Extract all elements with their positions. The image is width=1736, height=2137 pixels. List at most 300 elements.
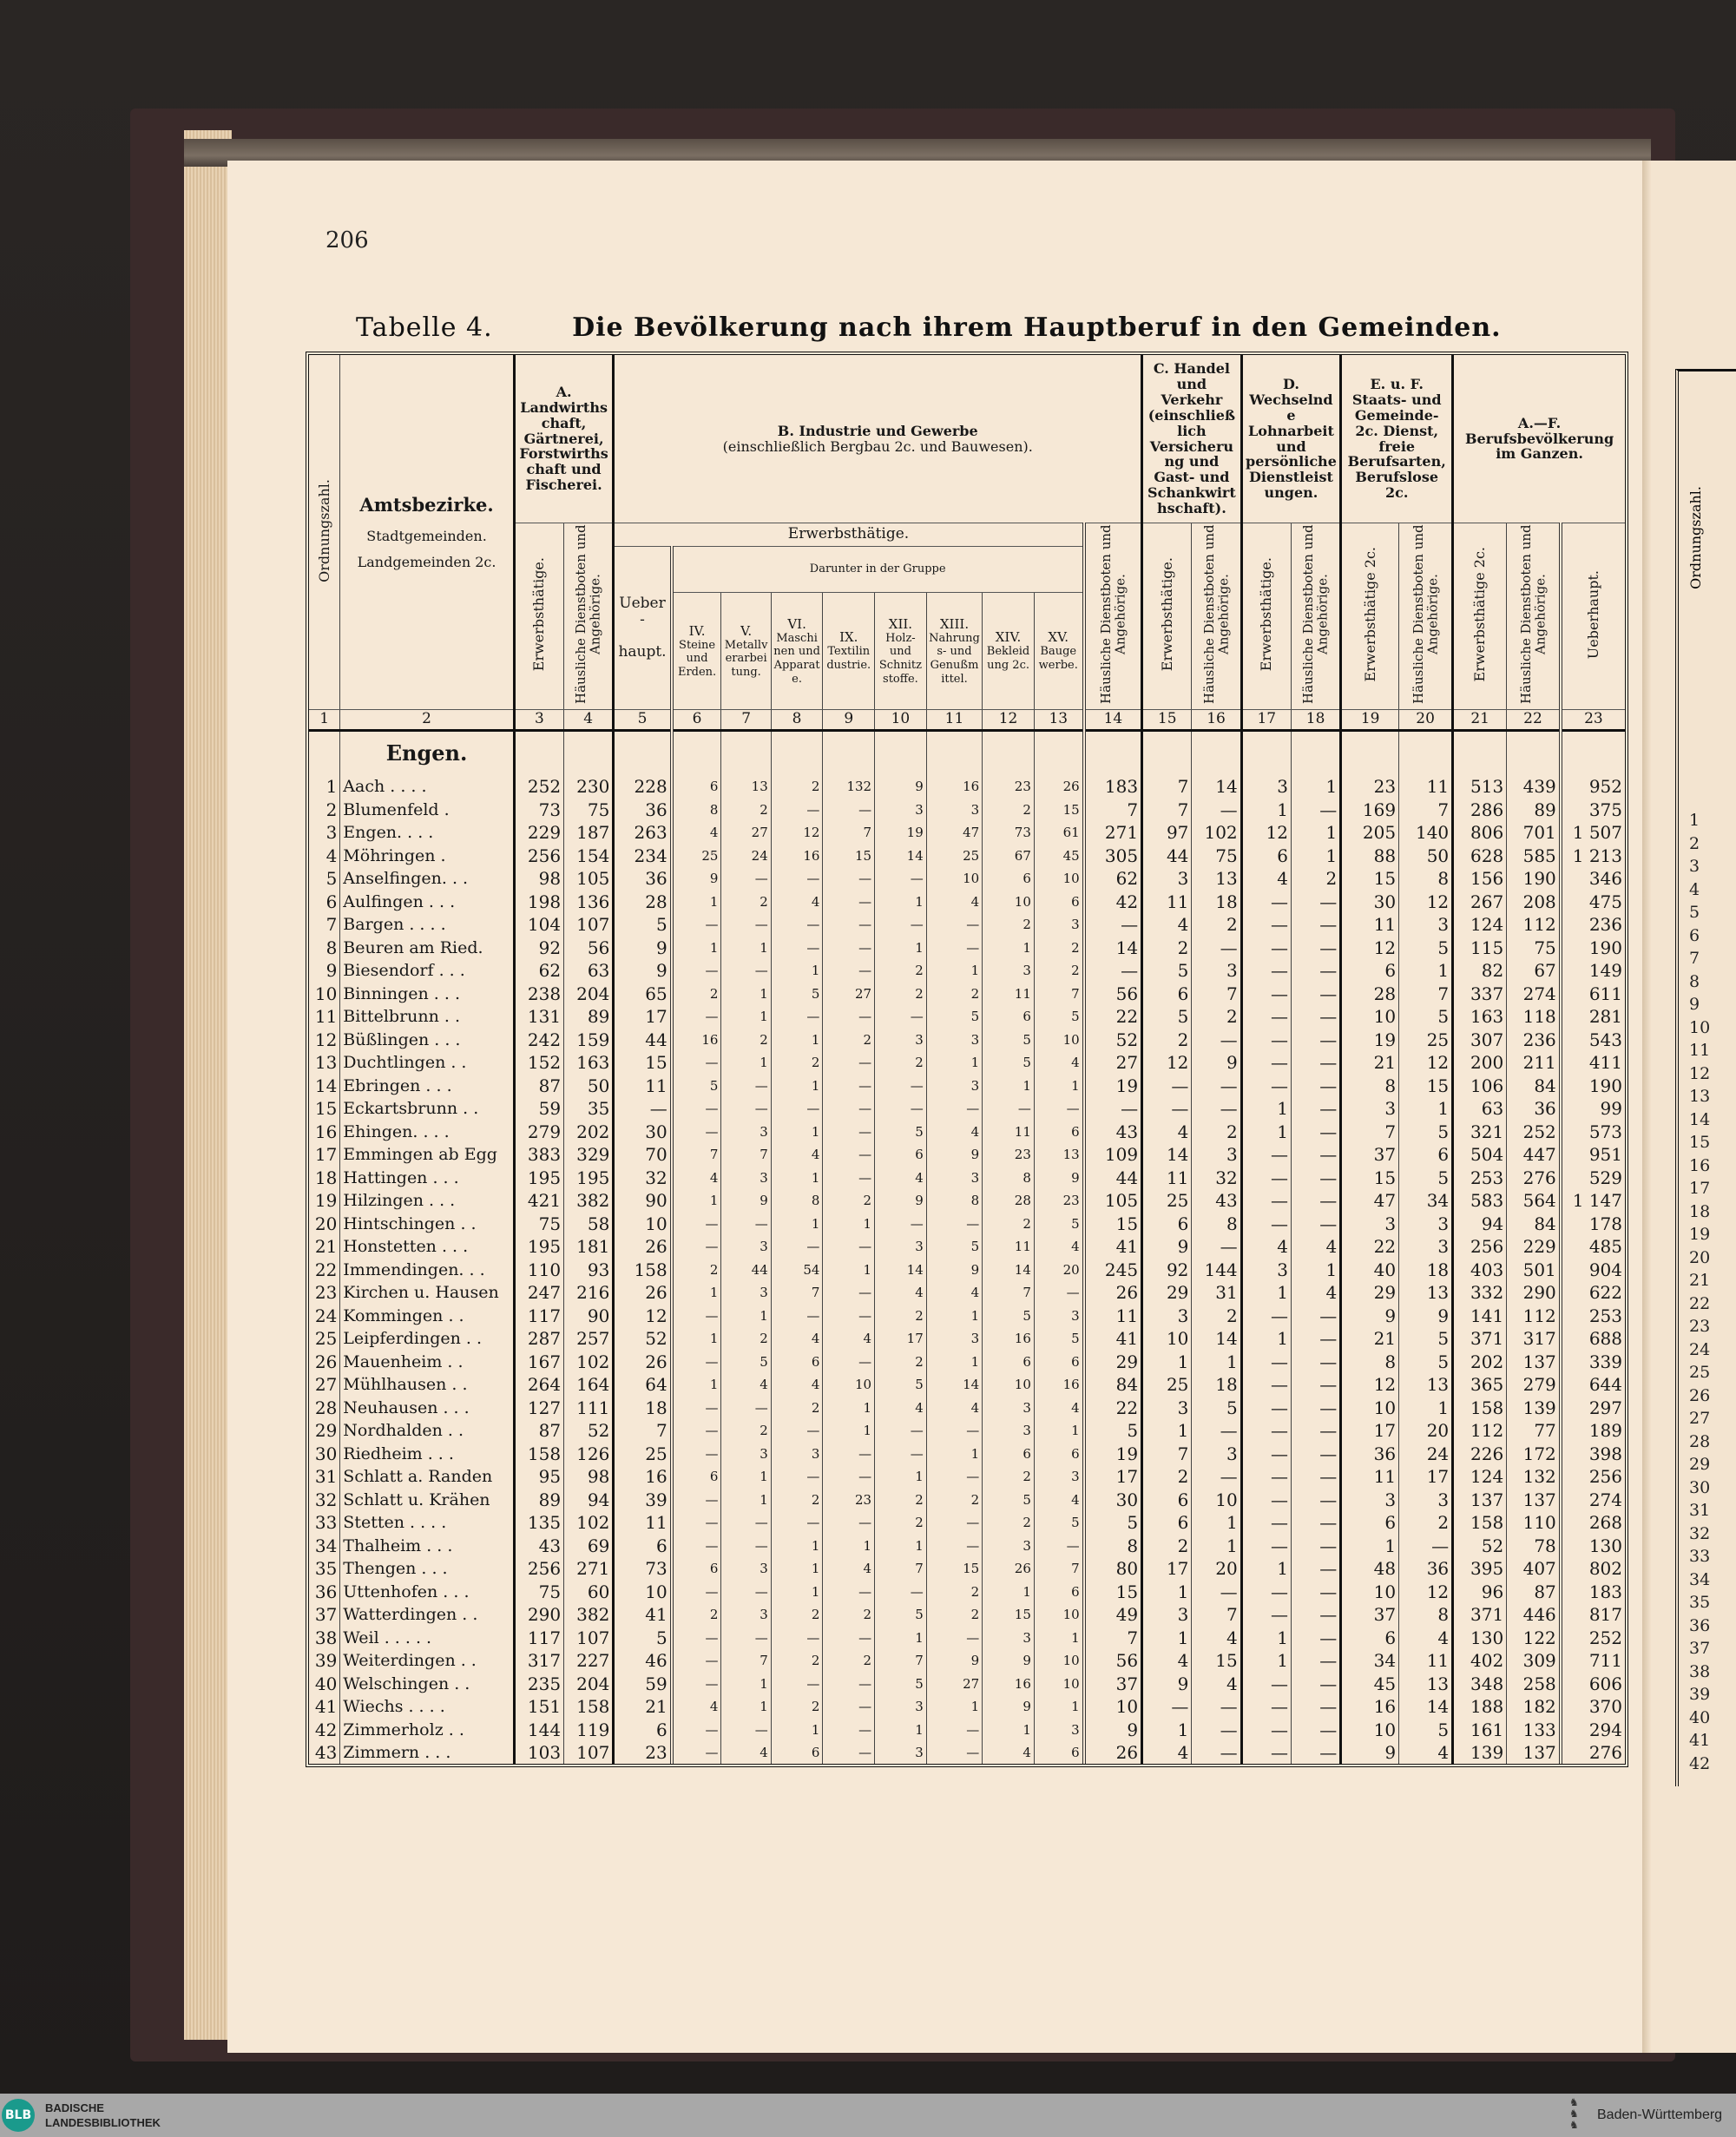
cell-value: 84 (1084, 1373, 1142, 1397)
cell-value: 27 (926, 1672, 982, 1695)
cell-value: 268 (1561, 1511, 1625, 1535)
cell-value: 10 (1192, 1488, 1241, 1511)
cell-value: 236 (1561, 913, 1625, 937)
table-row (309, 1143, 1625, 1167)
next-page-row-number: 24 (1689, 1339, 1711, 1359)
cell-value: — (672, 1442, 721, 1465)
cell-value: 9 (1341, 1304, 1399, 1327)
municipality-name: Hilzingen . . . (340, 1189, 515, 1213)
next-page-row-number: 10 (1689, 1017, 1711, 1037)
cell-value: — (1241, 1580, 1291, 1603)
column-number: 21 (1453, 709, 1507, 730)
municipality-name: Bargen . . . . (340, 913, 515, 937)
cell-value: 711 (1561, 1649, 1625, 1673)
cell-value: 164 (564, 1373, 614, 1397)
cell-value: 3 (875, 798, 927, 821)
cell-value: 141 (1453, 1304, 1507, 1327)
cell-value: 3 (1192, 1442, 1241, 1465)
cell-value: 23 (823, 1488, 875, 1511)
header-ef-dienstboten: Häusliche Dienstboten und Angehörige. (1399, 523, 1453, 710)
cell-value: 10 (1034, 1028, 1083, 1051)
cell-value: — (1192, 798, 1241, 821)
cell-value: — (1241, 1396, 1291, 1419)
municipality-name: Büßlingen . . . (340, 1028, 515, 1051)
cell-value: 1 (771, 1557, 823, 1581)
column-number: 8 (771, 709, 823, 730)
cell-value: 14 (1084, 936, 1142, 959)
cell-value: 5 (1192, 1396, 1241, 1419)
cell-value: 16 (1341, 1695, 1399, 1719)
cell-value: — (1291, 1327, 1340, 1351)
cell-value: 23 (614, 1741, 672, 1765)
row-number: 5 (326, 868, 338, 890)
cell-value: 93 (564, 1258, 614, 1281)
next-page-row-number: 36 (1689, 1615, 1711, 1635)
cell-value: 75 (564, 798, 614, 821)
cell-value: 36 (1399, 1557, 1453, 1581)
cell-value: 10 (983, 890, 1035, 913)
cell-value: 25 (1142, 1373, 1192, 1397)
cell-value: 26 (1084, 1281, 1142, 1305)
next-page-row-number: 38 (1689, 1661, 1711, 1681)
cell-value: 5 (614, 1626, 672, 1649)
cell-value: 1 (771, 1718, 823, 1741)
cell-value: 4 (1034, 1235, 1083, 1259)
next-page-row-number: 28 (1689, 1431, 1711, 1451)
cell-value: 4 (1241, 867, 1291, 891)
cell-value: 47 (1341, 1189, 1399, 1213)
cell-value: 163 (1453, 1005, 1507, 1029)
cell-value: 1 (1241, 1626, 1291, 1649)
header-group-b-title: B. Industrie und Gewerbe (777, 422, 978, 439)
header-group-xiii: XIII. Nahrungs- und Genußmittel. (926, 592, 982, 709)
cell-value: — (1241, 1189, 1291, 1213)
cell-value: 158 (614, 1258, 672, 1281)
cell-value: 151 (514, 1695, 563, 1719)
cell-value: — (771, 867, 823, 891)
cell-value: 98 (514, 867, 563, 891)
cell-value: 15 (1084, 1212, 1142, 1235)
cell-value: 183 (1561, 1580, 1625, 1603)
cell-value: 407 (1507, 1557, 1561, 1581)
cell-value: — (823, 1442, 875, 1465)
cell-value: 37 (1341, 1603, 1399, 1627)
cell-value: 14 (1142, 1143, 1192, 1167)
cell-value: 44 (721, 1258, 771, 1281)
column-number: 23 (1561, 709, 1625, 730)
cell-value: 6 (1034, 890, 1083, 913)
cell-value: — (1192, 1419, 1241, 1443)
municipality-name: Mühlhausen . . (340, 1373, 515, 1397)
header-darunter: Darunter in der Gruppe (672, 547, 1084, 593)
cell-value: 44 (1084, 1166, 1142, 1189)
cell-value: 43 (1192, 1189, 1241, 1213)
row-number: 8 (326, 937, 338, 958)
cell-value: — (1291, 1419, 1340, 1443)
cell-value: 22 (1084, 1396, 1142, 1419)
row-number: 32 (314, 1489, 338, 1510)
cell-value: 14 (983, 1258, 1035, 1281)
column-number: 11 (926, 709, 982, 730)
cell-value: 133 (1507, 1718, 1561, 1741)
cell-value: 7 (1084, 1626, 1142, 1649)
cell-value: 4 (771, 1327, 823, 1351)
cell-value: — (1241, 890, 1291, 913)
cell-value: 1 (672, 1281, 721, 1305)
cell-value: 297 (1561, 1396, 1625, 1419)
cell-value: 4 (823, 1327, 875, 1351)
cell-value: 3 (926, 1166, 982, 1189)
cell-value: 242 (514, 1028, 563, 1051)
cell-value: 6 (1341, 1511, 1399, 1535)
cell-value: 9 (1192, 1051, 1241, 1075)
cell-value: 4 (672, 821, 721, 845)
cell-value: 9 (983, 1649, 1035, 1673)
header-a-erwerbsthaetige: Erwerbsthätige. (514, 523, 563, 710)
cell-value: — (1291, 1465, 1340, 1489)
cell-value: — (1192, 1028, 1241, 1051)
cell-value: 1 (823, 1396, 875, 1419)
cell-value: 28 (1341, 982, 1399, 1005)
cell-value: 256 (1453, 1235, 1507, 1259)
cell-value: 395 (1453, 1557, 1507, 1581)
municipality-name: Eckartsbrunn . . (340, 1097, 515, 1121)
cell-value: 4 (1291, 1281, 1340, 1305)
cell-value: — (672, 1488, 721, 1511)
cell-value: — (823, 959, 875, 983)
cell-value: 7 (614, 1419, 672, 1443)
cell-value: 35 (564, 1097, 614, 1121)
cell-value: — (672, 1511, 721, 1535)
cell-value: 1 (1399, 959, 1453, 983)
cell-value: 3 (1341, 1488, 1399, 1511)
cell-value: 139 (1507, 1396, 1561, 1419)
cell-value: 5 (926, 1235, 982, 1259)
cell-value: 3 (1142, 1603, 1192, 1627)
cell-value: 3 (875, 1695, 927, 1719)
cell-value: 3 (1341, 1097, 1399, 1121)
cell-value: 6 (1341, 959, 1399, 983)
cell-value: 10 (1142, 1327, 1192, 1351)
cell-value: — (1291, 1442, 1340, 1465)
cell-value: 2 (1142, 1534, 1192, 1557)
column-number: 9 (823, 709, 875, 730)
cell-value: 6 (672, 1465, 721, 1489)
cell-value: 339 (1561, 1350, 1625, 1373)
cell-value: — (823, 1051, 875, 1075)
cell-value: 1 (1034, 1074, 1083, 1097)
cell-value: 7 (983, 1281, 1035, 1305)
cell-value: — (672, 1626, 721, 1649)
cell-value: 2 (1192, 1120, 1241, 1143)
state-name[interactable]: Baden-Württemberg (1597, 2107, 1723, 2122)
cell-value: 158 (564, 1695, 614, 1719)
cell-value: 19 (1084, 1074, 1142, 1097)
cell-value: 17 (614, 1005, 672, 1029)
cell-value: 1 (983, 1580, 1035, 1603)
header-stadtgemeinden: Stadtgemeinden. (366, 528, 487, 545)
cell-value: 208 (1507, 890, 1561, 913)
cell-value: — (1241, 1051, 1291, 1075)
cell-value: 6 (771, 1741, 823, 1765)
cell-value: 14 (1192, 775, 1241, 799)
cell-value: 1 (771, 1534, 823, 1557)
cell-value: 411 (1561, 1051, 1625, 1075)
cell-value: 211 (1507, 1051, 1561, 1075)
row-number: 26 (314, 1351, 338, 1372)
cell-value: 281 (1561, 1005, 1625, 1029)
cell-value: 195 (514, 1166, 563, 1189)
cell-value: 10 (1341, 1580, 1399, 1603)
cell-value: 253 (1561, 1304, 1625, 1327)
column-number: 7 (721, 709, 771, 730)
header-group-xiv: XIV. Bekleidung 2c. (983, 592, 1035, 709)
cell-value: 290 (1507, 1281, 1561, 1305)
cell-value: 3 (1034, 913, 1083, 937)
cell-value: 122 (1507, 1626, 1561, 1649)
cell-value: — (1192, 1465, 1241, 1489)
cell-value: 5 (672, 1074, 721, 1097)
cell-value: 247 (514, 1281, 563, 1305)
cell-value: 3 (875, 1235, 927, 1259)
municipality-name: Mauenheim . . (340, 1350, 515, 1373)
row-number: 6 (326, 891, 338, 912)
cell-value: 1 (1192, 1350, 1241, 1373)
empty-cell (1561, 730, 1625, 775)
cell-value: 475 (1561, 890, 1625, 913)
cell-value: — (672, 1419, 721, 1443)
cell-value: — (1192, 1718, 1241, 1741)
cell-value: 9 (926, 1258, 982, 1281)
cell-value: 7 (1034, 982, 1083, 1005)
table-row (309, 1258, 1625, 1281)
cell-value: 4 (926, 890, 982, 913)
cell-value: 2 (1142, 936, 1192, 959)
blb-logo[interactable]: BLB (2, 2099, 35, 2132)
table-row (309, 1626, 1625, 1649)
cell-value: 18 (1399, 1258, 1453, 1281)
cell-value: 46 (614, 1649, 672, 1673)
cell-value: 90 (614, 1189, 672, 1213)
cell-value: 3 (1399, 913, 1453, 937)
cell-value: 139 (1453, 1741, 1507, 1765)
cell-value: 16 (771, 844, 823, 867)
cell-value: — (823, 1235, 875, 1259)
cell-value: 5 (983, 1028, 1035, 1051)
cell-value: — (1084, 959, 1142, 983)
cell-value: — (823, 1097, 875, 1121)
cell-value: — (823, 1741, 875, 1765)
header-landgemeinden: Landgemeinden 2c. (357, 553, 496, 570)
row-number: 42 (314, 1719, 338, 1740)
cell-value: 9 (672, 867, 721, 891)
row-number: 39 (314, 1650, 338, 1672)
cell-value: 9 (875, 775, 927, 799)
header-amtsbezirke-title: Amtsbezirke. (359, 494, 494, 516)
library-name[interactable] (45, 2101, 161, 2130)
cell-value: — (1241, 1350, 1291, 1373)
cell-value: 2 (771, 1695, 823, 1719)
cell-value: — (1291, 1626, 1340, 1649)
cell-value: 309 (1507, 1649, 1561, 1673)
cell-value: 271 (1084, 821, 1142, 845)
cell-value: 1 (1192, 1511, 1241, 1535)
cell-value: 8 (1192, 1212, 1241, 1235)
row-number: 33 (314, 1512, 338, 1534)
cell-value: — (1241, 1534, 1291, 1557)
cell-value: — (823, 1166, 875, 1189)
cell-value: 75 (514, 1212, 563, 1235)
next-page-row-number: 16 (1689, 1155, 1711, 1175)
cell-value: 276 (1561, 1741, 1625, 1765)
next-page-row-number: 22 (1689, 1293, 1711, 1313)
cell-value: 3 (1241, 775, 1291, 799)
cell-value: 161 (1453, 1718, 1507, 1741)
municipality-name: Watterdingen . . (340, 1603, 515, 1627)
cell-value: 107 (564, 1741, 614, 1765)
cell-value: 11 (1142, 890, 1192, 913)
table-row (309, 867, 1625, 891)
column-number: 13 (1034, 709, 1083, 730)
cell-value: 16 (983, 1672, 1035, 1695)
cell-value: 236 (1507, 1028, 1561, 1051)
cell-value: 149 (1561, 959, 1625, 983)
cell-value: 10 (614, 1212, 672, 1235)
cell-value: 152 (514, 1051, 563, 1075)
cell-value: 6 (983, 1005, 1035, 1029)
empty-cell (1142, 730, 1192, 775)
cell-value: 2 (1034, 936, 1083, 959)
row-number: 27 (314, 1374, 338, 1396)
cell-value: 701 (1507, 821, 1561, 845)
cell-value: 5 (875, 1373, 927, 1397)
cell-value: 1 (1291, 775, 1340, 799)
cell-value: 115 (1453, 936, 1507, 959)
cell-value: 26 (1084, 1741, 1142, 1765)
cell-value: 256 (514, 844, 563, 867)
cell-value: 7 (1142, 798, 1192, 821)
cell-value: 226 (1453, 1442, 1507, 1465)
cell-value: — (926, 1534, 982, 1557)
cell-value: — (1291, 1672, 1340, 1695)
empty-cell (983, 730, 1035, 775)
empty-cell (1507, 730, 1561, 775)
cell-value: 5 (1034, 1005, 1083, 1029)
cell-value: 1 (1399, 1097, 1453, 1121)
cell-value: 2 (672, 982, 721, 1005)
municipality-name: Uttenhofen . . . (340, 1580, 515, 1603)
cell-value: 4 (983, 1741, 1035, 1765)
cell-value: 4 (721, 1741, 771, 1765)
column-number: 22 (1507, 709, 1561, 730)
empty-cell (1084, 730, 1142, 775)
cell-value: 32 (1192, 1166, 1241, 1189)
cell-value: 332 (1453, 1281, 1507, 1305)
cell-value: 7 (1034, 1557, 1083, 1581)
cell-value: 19 (1084, 1442, 1142, 1465)
header-c-dienstboten: Häusliche Dienstboten und Angehörige. (1192, 523, 1241, 710)
cell-value: — (1291, 913, 1340, 937)
cell-value: — (1291, 1212, 1340, 1235)
header-ef-erwerbsthaetige: Erwerbsthätige 2c. (1341, 523, 1399, 710)
next-page-row-number: 34 (1689, 1569, 1711, 1589)
table-row (309, 1534, 1625, 1557)
cell-value: 13 (1399, 1672, 1453, 1695)
cell-value: 806 (1453, 821, 1507, 845)
next-page-row-number: 31 (1689, 1501, 1711, 1520)
row-number: 17 (314, 1144, 338, 1166)
table-row (309, 1741, 1625, 1765)
cell-value: 5 (1399, 1327, 1453, 1351)
cell-value: 11 (1142, 1166, 1192, 1189)
cell-value: 5 (771, 982, 823, 1005)
cell-value: 8 (1084, 1534, 1142, 1557)
cell-value: 10 (983, 1373, 1035, 1397)
municipality-name: Kirchen u. Hausen (340, 1281, 515, 1305)
next-page-row-number: 30 (1689, 1477, 1711, 1497)
cell-value: 137 (1507, 1350, 1561, 1373)
cell-value: 198 (514, 890, 563, 913)
cell-value: 3 (1341, 1212, 1399, 1235)
cell-value: 39 (614, 1488, 672, 1511)
cell-value: 167 (514, 1350, 563, 1373)
cell-value: 264 (514, 1373, 563, 1397)
municipality-name: Möhringen . (340, 844, 515, 867)
municipality-name: Engen. . . . (340, 821, 515, 845)
cell-value: 80 (1084, 1557, 1142, 1581)
cell-value: — (823, 867, 875, 891)
cell-value: 5 (1399, 1005, 1453, 1029)
cell-value: 6 (1034, 1741, 1083, 1765)
cell-value: — (771, 1304, 823, 1327)
cell-value: — (1291, 1396, 1340, 1419)
cell-value: 6 (1142, 982, 1192, 1005)
cell-value: 67 (1507, 959, 1561, 983)
cell-value: — (926, 1511, 982, 1535)
cell-value: 3 (1034, 1718, 1083, 1741)
cell-value: 17 (1084, 1465, 1142, 1489)
cell-value: 3 (721, 1120, 771, 1143)
municipality-name: Welschingen . . (340, 1672, 515, 1695)
cell-value: 18 (614, 1396, 672, 1419)
cell-value: 628 (1453, 844, 1507, 867)
cell-value: — (926, 1212, 982, 1235)
column-number: 4 (564, 709, 614, 730)
empty-cell (1241, 730, 1291, 775)
cell-value: 163 (564, 1051, 614, 1075)
cell-value: 10 (1034, 867, 1083, 891)
row-number: 40 (314, 1673, 338, 1694)
cell-value: 102 (564, 1511, 614, 1535)
header-b-erwerbsthaetige: Erwerbsthätige. (614, 523, 1084, 547)
cell-value: 1 507 (1561, 821, 1625, 845)
cell-value: 622 (1561, 1281, 1625, 1305)
cell-value: — (721, 1511, 771, 1535)
cell-value: 28 (983, 1189, 1035, 1213)
cell-value: 2 (721, 890, 771, 913)
cell-value: 11 (983, 1235, 1035, 1259)
cell-value: 9 (1399, 1304, 1453, 1327)
cell-value: 229 (1507, 1235, 1561, 1259)
cell-value: 1 (721, 1051, 771, 1075)
next-page-row-number: 11 (1689, 1041, 1711, 1060)
cell-value: 2 (672, 1603, 721, 1627)
row-number: 1 (326, 776, 338, 798)
cell-value: 13 (1192, 867, 1241, 891)
cell-value: 15 (1084, 1580, 1142, 1603)
row-number: 18 (314, 1167, 338, 1188)
cell-value: 84 (1507, 1074, 1561, 1097)
